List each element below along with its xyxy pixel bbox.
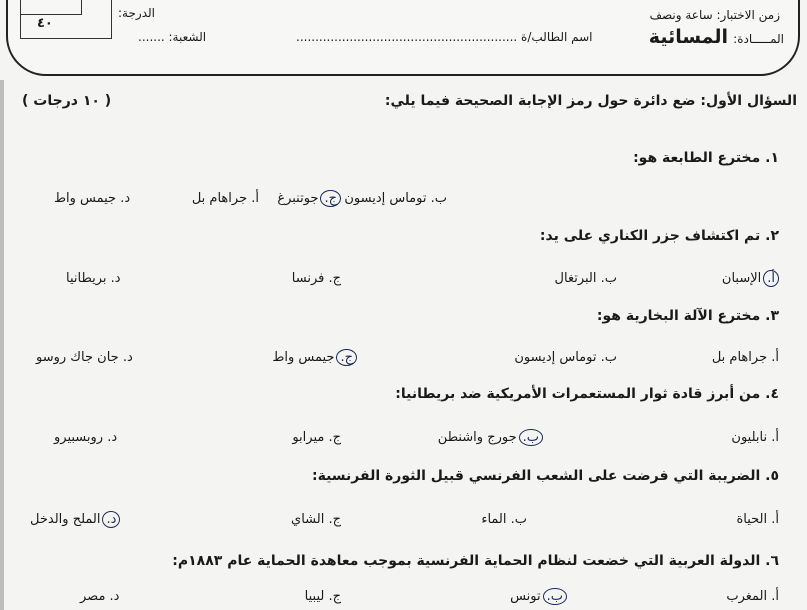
answer-circle: ب.: [519, 429, 543, 446]
scan-edge: [0, 80, 4, 610]
option-c: ج. الشاي: [291, 512, 341, 527]
exam-header: [6, 0, 800, 76]
max-grade: ٤٠: [37, 16, 53, 31]
answer-circle: د.: [102, 511, 120, 528]
option-b: ب. توماس إديسون: [344, 191, 447, 206]
option-c: ج.جيمس واط: [272, 349, 357, 366]
option-d: د. مصر: [80, 589, 120, 604]
option-c: ج. فرنسا: [291, 271, 341, 286]
grade-label: الدرجة:: [118, 6, 155, 20]
option-c: ج. ميرابو: [292, 430, 341, 445]
option-c: ج.جوتنبرغ: [277, 190, 341, 207]
question-stem: ٤. من أبرز قادة ثوار المستعمرات الأمريكية ضد بريطانيا:: [395, 386, 779, 402]
option-b: ب.تونس: [510, 588, 567, 605]
option-d: د. جيمس واط: [54, 191, 131, 206]
question-stem: ٦. الدولة العربية التي خضعت لنظام الحماية الفرنسية بموجب معاهدة الحماية عام ١٨٨٣م:: [172, 553, 779, 569]
grade-cell: [21, 0, 82, 15]
option-b: ب. الماء: [481, 512, 527, 527]
option-b: ب. توماس إديسون: [514, 350, 617, 365]
exam-time: زمن الاختبار: ساعة ونصف: [649, 8, 780, 22]
option-a: أ.الإسبان: [722, 270, 779, 287]
option-b: ب.جورج واشنطن: [438, 429, 543, 446]
option-c: ج. ليبيا: [304, 589, 341, 604]
subject-name: المسائية: [648, 26, 729, 48]
option-a: أ. جراهام بل: [191, 191, 259, 206]
option-d: د. روبسبيرو: [54, 430, 118, 445]
grade-box: [20, 0, 112, 39]
question-stem: ٣. مخترع الآلة البخارية هو:: [596, 308, 779, 324]
subject-label: المـــــادة:: [733, 32, 784, 46]
answer-circle: ج.: [320, 190, 341, 207]
option-a: أ. الحياة: [736, 512, 779, 527]
option-d: د. جان جاك روسو: [36, 350, 133, 365]
option-a: أ. المغرب: [726, 589, 779, 604]
question-stem: ١. مخترع الطابعة هو:: [633, 150, 779, 166]
answer-circle: ب.: [543, 588, 567, 605]
answer-circle: أ.: [763, 270, 779, 287]
section-label: الشعبة: .......: [138, 30, 207, 44]
question-1-marks: ( ١٠ درجات ): [22, 93, 112, 109]
answer-circle: ج.: [336, 349, 357, 366]
question-1-title: السؤال الأول: ضع دائرة حول رمز الإجابة الصحيحة فيما يلي:: [384, 93, 797, 109]
question-stem: ٥. الضريبة التي فرضت على الشعب الفرنسي قبيل الثورة الفرنسية:: [312, 468, 779, 484]
question-stem: ٢. تم اكتشاف جزر الكناري على يد:: [539, 228, 779, 244]
option-a: أ. نابليون: [731, 430, 779, 445]
subject-row: [649, 26, 784, 48]
option-b: ب. البرتغال: [554, 271, 617, 286]
option-a: أ. جراهام بل: [711, 350, 779, 365]
option-d: د.الملح والدخل: [30, 511, 120, 528]
student-name-label: اسم الطالب/ة ..........................................................: [296, 30, 593, 44]
option-d: د. بريطانيا: [66, 271, 121, 286]
